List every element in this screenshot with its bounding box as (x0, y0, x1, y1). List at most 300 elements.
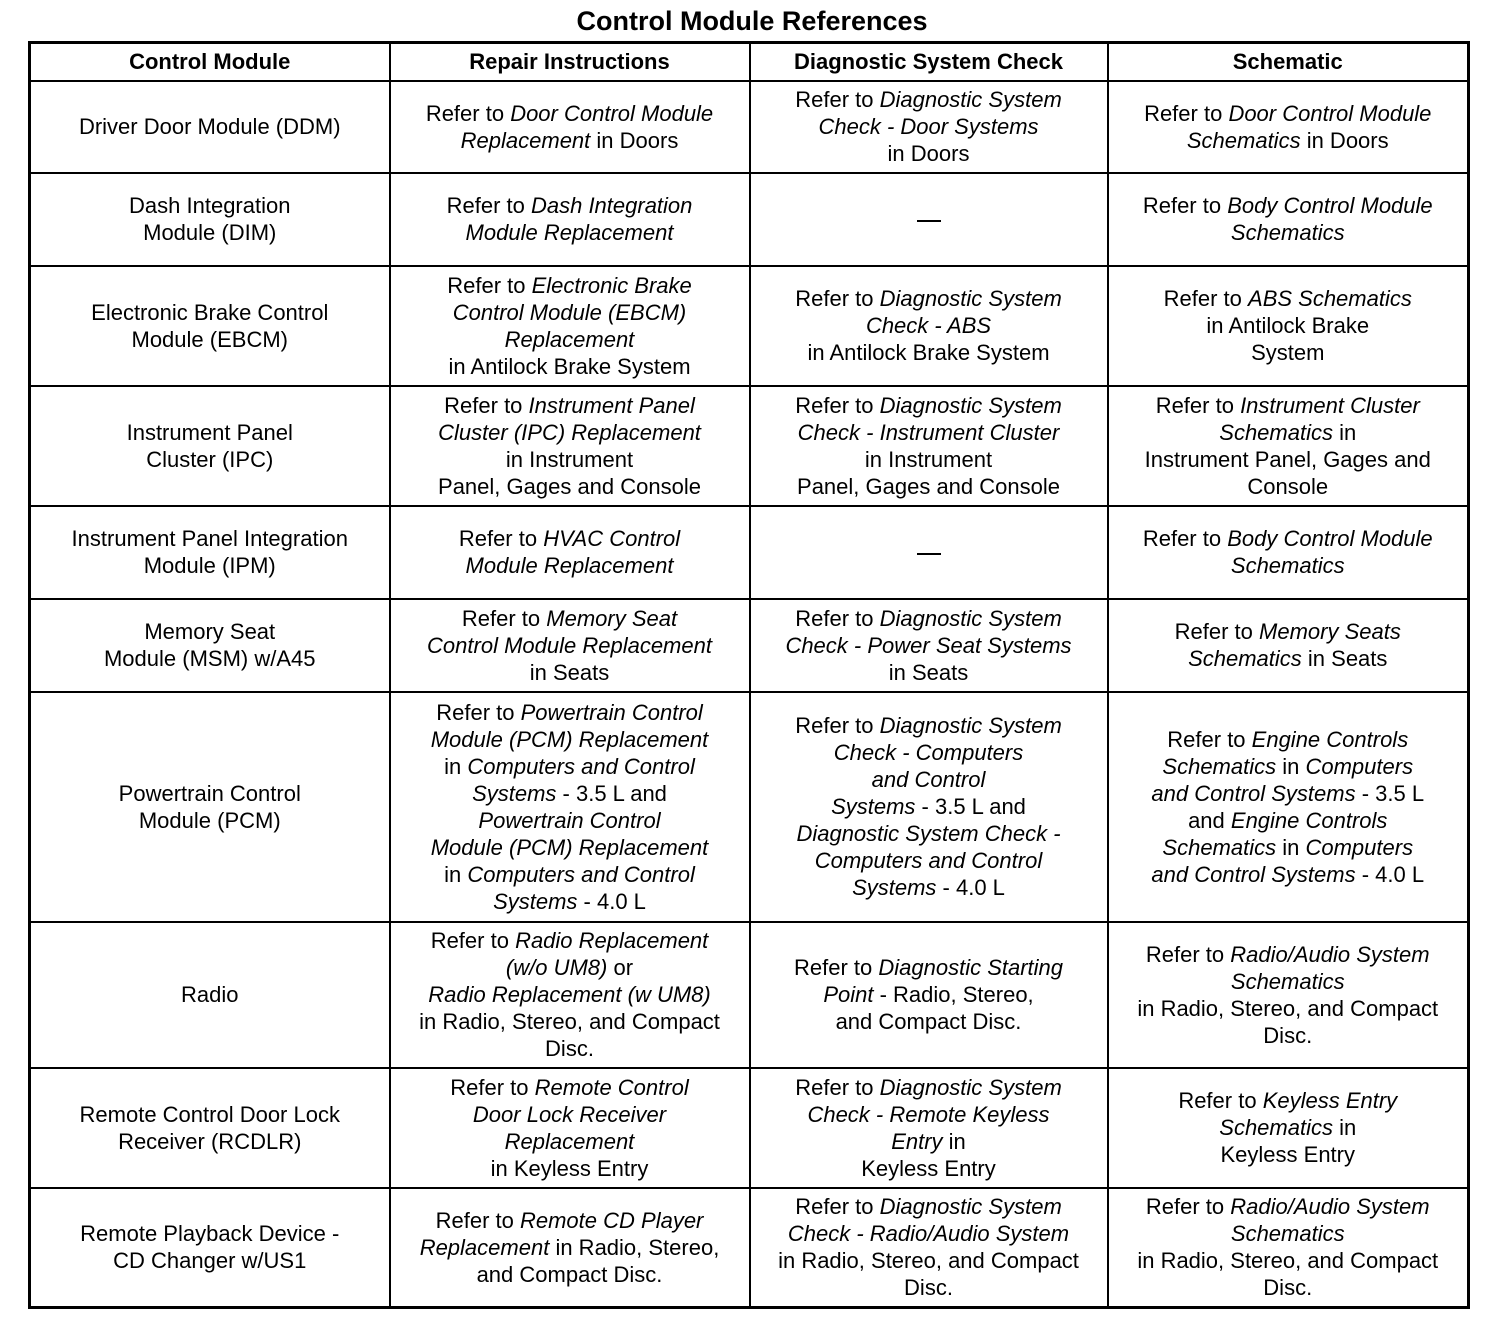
reference-title: Schematics (1219, 419, 1333, 445)
reference-title: Dash Integration (530, 193, 693, 218)
reference-title: Entry (891, 1128, 943, 1154)
cell-line (397, 861, 743, 888)
reference-text: Refer to (795, 286, 880, 311)
reference-text: Refer to (795, 713, 880, 738)
cell-repair-instructions (390, 173, 750, 266)
cell-line (757, 86, 1101, 113)
cell-line (1115, 645, 1462, 672)
reference-title: Engine Controls (1251, 726, 1409, 752)
reference-title: Diagnostic System (879, 1194, 1062, 1220)
cell-control-module (30, 173, 390, 266)
reference-text: Refer to (1178, 1088, 1263, 1113)
cell-line: Driver Door Module (DDM) (78, 114, 341, 139)
reference-text: Keyless Entry (861, 1155, 996, 1181)
reference-text: in Radio, Stereo, and Compact (1137, 1248, 1439, 1274)
reference-title: Cluster (IPC) Replacement (438, 419, 701, 445)
reference-text: Disc. (904, 1275, 953, 1301)
cell-line (757, 739, 1101, 766)
reference-title: Diagnostic System Check - (796, 821, 1061, 846)
cell-line (1115, 968, 1462, 995)
reference-title: Systems (493, 888, 578, 914)
reference-title: Module Replacement (465, 553, 674, 578)
cell-line (397, 1261, 743, 1288)
reference-title: Schematics (1188, 646, 1302, 671)
cell-line (757, 1274, 1101, 1301)
reference-text: Refer to (793, 955, 879, 980)
cell-line (757, 847, 1101, 874)
cell-schematic (1108, 1068, 1469, 1188)
cell-line: Module (IPM) (143, 553, 276, 578)
cell-line (1115, 525, 1462, 552)
reference-text: Refer to (1167, 726, 1252, 752)
table-body (30, 81, 1469, 1308)
cell-line (1115, 753, 1462, 780)
cell-schematic (1108, 1188, 1469, 1308)
cell-line (1115, 100, 1462, 127)
cell-diagnostic-check (750, 386, 1108, 506)
reference-text: in (444, 753, 468, 779)
reference-title: Check - Remote Keyless (807, 1101, 1050, 1127)
cell-line (1115, 1022, 1462, 1049)
reference-text: Refer to (458, 526, 544, 551)
cell-repair-instructions (390, 81, 750, 173)
cell-line (1115, 1193, 1462, 1220)
cell-line: Module (DIM) (143, 220, 277, 245)
cell-repair-instructions (390, 386, 750, 506)
reference-text: Refer to (1144, 100, 1229, 126)
cell-line (757, 820, 1101, 847)
reference-title: Computers and Control (814, 848, 1043, 873)
reference-title: Check - Radio/Audio System (787, 1221, 1070, 1247)
cell-line (1115, 941, 1462, 968)
reference-text: and Compact Disc. (476, 1261, 663, 1287)
reference-title: Diagnostic System (879, 392, 1062, 418)
cell-line (757, 140, 1101, 167)
cell-diagnostic-check (750, 922, 1108, 1068)
cell-line (757, 954, 1101, 981)
reference-title: and Control Systems (1151, 780, 1356, 806)
reference-text: Refer to (1163, 286, 1249, 311)
cell-line (757, 285, 1101, 312)
cell-line (397, 780, 743, 807)
reference-title: Door Lock Receiver (472, 1101, 667, 1127)
cell-line (397, 699, 743, 726)
cell-line (397, 1155, 743, 1182)
cell-line (1115, 552, 1462, 579)
cell-line (1115, 1247, 1462, 1274)
table-row (30, 81, 1469, 173)
reference-title: Schematics (1230, 220, 1345, 245)
cell-control-module (30, 692, 390, 922)
cell-repair-instructions (390, 506, 750, 599)
cell-line (397, 192, 743, 219)
cell-line: Instrument Panel Integration (71, 526, 348, 551)
reference-text: in Radio, Stereo, and Compact (1137, 995, 1439, 1021)
cell-control-module (30, 266, 390, 386)
cell-diagnostic-check (750, 1188, 1108, 1308)
reference-text: - 3.5 L and (915, 794, 1026, 819)
cell-schematic (1108, 173, 1469, 266)
cell-schematic (1108, 692, 1469, 922)
cell-line (1115, 339, 1462, 366)
reference-title: Engine Controls (1230, 807, 1388, 833)
cell-line: CD Changer w/US1 (113, 1248, 307, 1274)
cell-line (397, 605, 743, 632)
reference-title: Point (823, 982, 874, 1007)
table-row (30, 386, 1469, 506)
cell-line (1115, 312, 1462, 339)
reference-title: Electronic Brake (531, 272, 692, 298)
cell-line (757, 312, 1101, 339)
reference-text: in Seats (888, 659, 969, 685)
cell-line: Electronic Brake Control (91, 299, 329, 325)
reference-text: in (1276, 753, 1306, 779)
cell-line (757, 1101, 1101, 1128)
cell-line (1115, 392, 1462, 419)
cell-line: Radio (181, 982, 239, 1007)
reference-title: Module (PCM) Replacement (430, 726, 709, 752)
cell-line (397, 1074, 743, 1101)
reference-text: - 4.0 L (936, 875, 1005, 900)
reference-text: Disc. (1263, 1275, 1313, 1301)
cell-line (757, 632, 1101, 659)
reference-text: or (607, 955, 634, 980)
table-row (30, 1188, 1469, 1308)
reference-text: in Radio, Stereo, and Compact (778, 1248, 1079, 1274)
reference-title: Radio/Audio System (1230, 1194, 1430, 1220)
cell-line (397, 326, 743, 353)
cell-line (1115, 618, 1462, 645)
reference-text: in Keyless Entry (490, 1155, 649, 1181)
reference-title: Memory Seat (546, 605, 678, 631)
cell-line (397, 100, 743, 127)
cell-line (397, 753, 743, 780)
reference-text: Refer to (425, 100, 511, 126)
reference-text: in (1332, 1115, 1357, 1140)
cell-line (757, 1155, 1101, 1182)
cell-line (397, 1008, 743, 1035)
reference-title: Module Replacement (465, 220, 674, 245)
reference-title: Schematics (1186, 127, 1301, 153)
reference-text: Refer to (795, 1074, 880, 1100)
reference-title: Check - Door Systems (818, 114, 1039, 139)
reference-title: Computers (1305, 753, 1414, 779)
cell-line (757, 419, 1101, 446)
page-title: Control Module References (576, 6, 928, 36)
reference-text: in Instrument (864, 446, 993, 472)
cell-line (1115, 446, 1462, 473)
reference-text: in Seats (529, 659, 610, 685)
reference-text: Refer to (446, 193, 531, 218)
cell-line: Module (MSM) w/A45 (103, 646, 316, 671)
reference-title: Replacement (504, 1128, 635, 1154)
reference-title: Control Module (EBCM) (452, 299, 687, 325)
cell-line (397, 632, 743, 659)
reference-text: Refer to (1145, 1194, 1231, 1220)
reference-text: Panel, Gages and Console (797, 473, 1060, 499)
cell-line (757, 712, 1101, 739)
cell-repair-instructions (390, 599, 750, 692)
reference-text: Console (1247, 473, 1329, 499)
cell-line (1115, 192, 1462, 219)
reference-text: in (1332, 419, 1357, 445)
cell-line (397, 219, 743, 246)
header-schematic: Schematic (1108, 43, 1469, 81)
reference-text: Panel, Gages and Console (438, 473, 701, 499)
reference-title: Radio/Audio System (1230, 941, 1430, 967)
reference-title: HVAC Control (543, 526, 681, 551)
cell-line (1115, 419, 1462, 446)
cell-line: Remote Control Door Lock (79, 1101, 340, 1127)
cell-line (757, 793, 1101, 820)
reference-text: in Radio, Stereo, (549, 1234, 720, 1260)
reference-text: - 4.0 L (577, 888, 646, 914)
reference-title: Powertrain Control (520, 699, 703, 725)
cell-line (1115, 1087, 1462, 1114)
reference-title: (w/o UM8) (505, 955, 608, 980)
cell-diagnostic-check (750, 1068, 1108, 1188)
cell-line (397, 1128, 743, 1155)
cell-line: Remote Playback Device - (80, 1221, 340, 1247)
reference-text: Disc. (1263, 1022, 1313, 1048)
reference-text: and (1188, 807, 1231, 833)
reference-title: Diagnostic System (879, 1074, 1062, 1100)
cell-line (757, 473, 1101, 500)
reference-text: in Seats (1301, 646, 1388, 671)
cell-line (757, 1193, 1101, 1220)
cell-line (757, 392, 1101, 419)
reference-title: Replacement (504, 326, 635, 352)
reference-text: Refer to (436, 699, 521, 725)
table-row (30, 266, 1469, 386)
cell-line (1115, 219, 1462, 246)
cell-line (397, 981, 743, 1008)
reference-text: Refer to (430, 928, 516, 953)
reference-text: - Radio, Stereo, (873, 982, 1034, 1007)
reference-title: Schematics (1230, 968, 1345, 994)
cell-diagnostic-check (750, 692, 1108, 922)
cell-schematic (1108, 81, 1469, 173)
cell-line (1115, 861, 1462, 888)
table-row (30, 1068, 1469, 1188)
table-row (30, 173, 1469, 266)
cell-line (397, 659, 743, 686)
cell-line (397, 392, 743, 419)
reference-text: in Doors (1300, 127, 1389, 153)
table-row (30, 599, 1469, 692)
reference-text: in Antilock Brake System (448, 353, 691, 379)
reference-title: Instrument Panel (528, 392, 695, 418)
reference-title: Check - Power Seat Systems (785, 632, 1072, 658)
cell-line (1115, 780, 1462, 807)
cell-line (1115, 834, 1462, 861)
reference-title: Door Control Module (1228, 100, 1432, 126)
cell-line (397, 446, 743, 473)
cell-line (397, 1101, 743, 1128)
reference-text: Refer to (435, 1207, 520, 1233)
reference-text: in (1276, 834, 1306, 860)
reference-title: Schematics (1162, 834, 1277, 860)
reference-title: Check - Instrument Cluster (797, 419, 1060, 445)
cell-control-module (30, 599, 390, 692)
cell-line: Dash Integration (129, 193, 291, 218)
cell-line (757, 446, 1101, 473)
cell-repair-instructions (390, 692, 750, 922)
cell-line: Memory Seat (144, 619, 276, 644)
cell-line (757, 339, 1101, 366)
cell-line (397, 525, 743, 552)
reference-title: Keyless Entry (1262, 1088, 1398, 1113)
cell-schematic (1108, 922, 1469, 1068)
cell-line: Instrument Panel (126, 419, 293, 445)
cell-line (1115, 285, 1462, 312)
cell-line (1115, 1114, 1462, 1141)
reference-title: Instrument Cluster (1240, 392, 1420, 418)
reference-text: - 3.5 L and (556, 780, 667, 806)
empty-dash (917, 220, 941, 222)
reference-text: Refer to (461, 605, 547, 631)
cell-line (757, 113, 1101, 140)
reference-text: in Doors (590, 127, 679, 153)
reference-title: Remote CD Player (519, 1207, 704, 1233)
reference-text: in Doors (887, 141, 970, 166)
reference-title: and Control (871, 767, 986, 792)
cell-line (1115, 1220, 1462, 1247)
reference-title: Diagnostic System (879, 713, 1062, 738)
cell-line (397, 927, 743, 954)
cell-line (397, 127, 743, 154)
reference-title: Schematics (1230, 553, 1345, 578)
reference-title: Replacement (460, 127, 591, 153)
cell-schematic (1108, 266, 1469, 386)
reference-text: System (1251, 340, 1325, 365)
reference-title: Remote Control (534, 1074, 689, 1100)
reference-text: Refer to (1142, 526, 1228, 551)
reference-text: Refer to (1174, 619, 1260, 644)
reference-text: - 4.0 L (1355, 861, 1425, 887)
cell-line (397, 1035, 743, 1062)
cell-line (1115, 1141, 1462, 1168)
reference-title: Replacement (419, 1234, 550, 1260)
reference-text: Instrument Panel, Gages and (1144, 446, 1431, 472)
reference-text: in Radio, Stereo, and Compact (419, 1009, 720, 1034)
reference-title: Schematics (1230, 1221, 1345, 1247)
reference-title: Diagnostic System (879, 286, 1062, 311)
reference-text: Refer to (1155, 392, 1241, 418)
reference-text: Refer to (450, 1074, 535, 1100)
reference-text: Disc. (545, 1036, 594, 1061)
cell-line (397, 419, 743, 446)
cell-line (397, 834, 743, 861)
cell-line (757, 874, 1101, 901)
reference-text: in (942, 1128, 966, 1154)
cell-control-module (30, 506, 390, 599)
reference-text: Refer to (444, 392, 529, 418)
cell-line (1115, 995, 1462, 1022)
cell-repair-instructions (390, 266, 750, 386)
reference-text: Refer to (1145, 941, 1231, 967)
reference-title: Diagnostic System (879, 87, 1062, 112)
cell-line (757, 1008, 1101, 1035)
cell-line (757, 766, 1101, 793)
cell-line: Receiver (RCDLR) (118, 1128, 302, 1154)
reference-title: Systems (472, 780, 557, 806)
reference-text: Refer to (795, 392, 880, 418)
reference-title: Body Control Module (1227, 193, 1433, 218)
reference-text: in (444, 861, 468, 887)
cell-line (757, 1220, 1101, 1247)
reference-title: Computers (1305, 834, 1414, 860)
reference-text: Keyless Entry (1220, 1142, 1355, 1167)
cell-line (397, 1234, 743, 1261)
reference-text: Refer to (795, 605, 880, 631)
header-repair-instructions: Repair Instructions (390, 43, 750, 81)
cell-line (397, 353, 743, 380)
reference-title: Module (PCM) Replacement (430, 834, 709, 860)
header-row (30, 43, 1469, 81)
header-diagnostic-system-check: Diagnostic System Check (750, 43, 1108, 81)
cell-diagnostic-check (750, 266, 1108, 386)
reference-title: Powertrain Control (478, 807, 661, 833)
reference-title: Diagnostic Starting (878, 955, 1064, 980)
header-control-module: Control Module (30, 43, 390, 81)
table-row (30, 506, 1469, 599)
reference-title: ABS Schematics (1248, 286, 1412, 311)
cell-line (397, 299, 743, 326)
cell-line (397, 954, 743, 981)
cell-schematic (1108, 386, 1469, 506)
reference-text: - 3.5 L (1355, 780, 1425, 806)
table-row (30, 692, 1469, 922)
cell-control-module (30, 1068, 390, 1188)
reference-text: and Compact Disc. (835, 1009, 1022, 1034)
reference-text: in Antilock Brake (1206, 313, 1370, 338)
cell-line (757, 1128, 1101, 1155)
cell-line (397, 807, 743, 834)
cell-line (757, 659, 1101, 686)
cell-line (397, 1207, 743, 1234)
cell-diagnostic-check (750, 81, 1108, 173)
empty-dash (917, 553, 941, 555)
cell-line (1115, 726, 1462, 753)
cell-repair-instructions (390, 1068, 750, 1188)
cell-diagnostic-check (750, 173, 1108, 266)
reference-text: in Antilock Brake System (807, 340, 1050, 365)
cell-line (757, 981, 1101, 1008)
cell-line: Powertrain Control (118, 780, 301, 806)
reference-title: Computers and Control (467, 861, 695, 887)
reference-title: Body Control Module (1227, 526, 1433, 551)
cell-line (397, 552, 743, 579)
reference-text: Refer to (795, 1194, 880, 1220)
reference-title: Systems (831, 794, 916, 819)
reference-title: Check - ABS (865, 313, 992, 338)
reference-title: Door Control Module (510, 100, 714, 126)
reference-title: Schematics (1219, 1115, 1333, 1140)
reference-text: in Instrument (505, 446, 634, 472)
reference-title: Radio Replacement (w UM8) (428, 982, 711, 1007)
cell-line (1115, 473, 1462, 500)
cell-control-module (30, 922, 390, 1068)
cell-line (757, 605, 1101, 632)
control-module-references-table (28, 41, 1470, 1309)
cell-control-module (30, 1188, 390, 1308)
cell-line (1115, 127, 1462, 154)
cell-line (757, 1074, 1101, 1101)
cell-control-module (30, 81, 390, 173)
cell-repair-instructions (390, 922, 750, 1068)
reference-text: Refer to (795, 87, 880, 112)
